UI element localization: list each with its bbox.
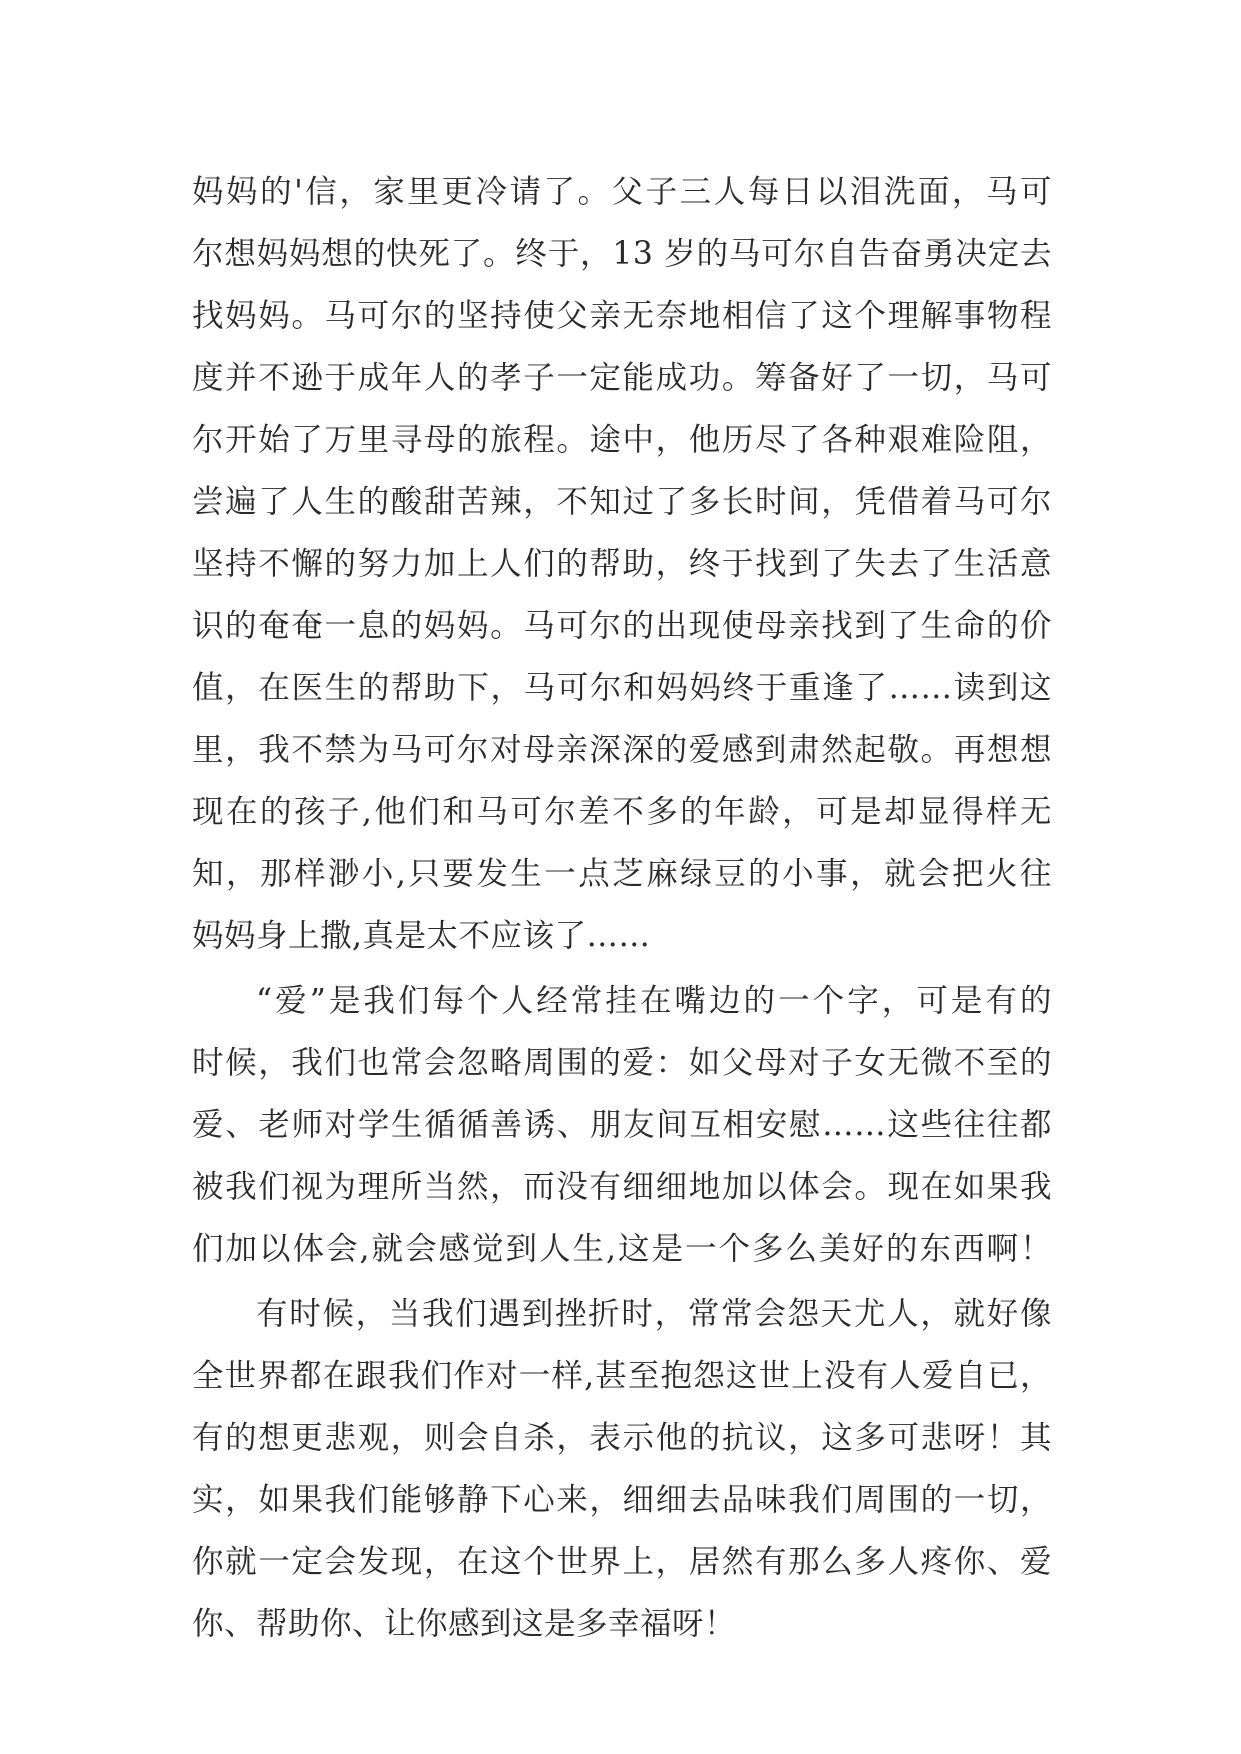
text-line: 爱、老师对学生循循善诱、朋友间互相安慰……这些往往都 bbox=[192, 1107, 1052, 1143]
text-line: 识的奄奄一息的妈妈。马可尔的出现使母亲找到了生命的价 bbox=[192, 608, 1052, 644]
text-line: 知，那样渺小,只要发生一点芝麻绿豆的小事，就会把火往 bbox=[192, 856, 1052, 892]
text-line: 妈妈身上撒,真是太不应该了…… bbox=[192, 918, 651, 954]
text-line: 找妈妈。马可尔的坚持使父亲无奈地相信了这个理解事物程 bbox=[192, 298, 1052, 334]
text-line: 你就一定会发现，在这个世界上，居然有那么多人疼你、爱 bbox=[192, 1544, 1052, 1580]
text-line: 尔想妈妈想的快死了。终于，13 岁的马可尔自告奋勇决定去 bbox=[192, 236, 1052, 272]
text-line: 坚持不懈的努力加上人们的帮助，终于找到了失去了生活意 bbox=[192, 546, 1052, 582]
text-line: 度并不逊于成年人的孝子一定能成功。筹备好了一切，马可 bbox=[192, 360, 1052, 396]
text-line: 有的想更悲观，则会自杀，表示他的抗议，这多可悲呀！其 bbox=[192, 1420, 1052, 1456]
text-line: 全世界都在跟我们作对一样,甚至抱怨这世上没有人爱自已， bbox=[192, 1358, 1052, 1394]
text-line: “爱”是我们每个人经常挂在嘴边的一个字，可是有的 bbox=[256, 983, 1052, 1019]
paragraph-3 bbox=[192, 1283, 1052, 1655]
paragraph-2 bbox=[192, 970, 1052, 1280]
text-line: 值，在医生的帮助下，马可尔和妈妈终于重逢了……读到这 bbox=[192, 670, 1052, 706]
text-line: 时候，我们也常会忽略周围的爱：如父母对子女无微不至的 bbox=[192, 1045, 1052, 1081]
text-line: 尝遍了人生的酸甜苦辣，不知过了多长时间，凭借着马可尔 bbox=[192, 484, 1052, 520]
text-line: 们加以体会,就会感觉到人生,这是一个多么美好的东西啊！ bbox=[192, 1231, 1052, 1267]
document-body bbox=[192, 161, 1052, 1655]
text-line: 被我们视为理所当然，而没有细细地加以体会。现在如果我 bbox=[192, 1169, 1052, 1205]
text-line: 现在的孩子,他们和马可尔差不多的年龄，可是却显得样无 bbox=[192, 794, 1052, 830]
text-line: 妈妈的'信，家里更冷请了。父子三人每日以泪洗面，马可 bbox=[192, 174, 1052, 210]
text-line: 尔开始了万里寻母的旅程。途中，他历尽了各种艰难险阻， bbox=[192, 422, 1052, 458]
text-line: 有时候，当我们遇到挫折时，常常会怨天尤人，就好像 bbox=[256, 1296, 1052, 1332]
text-line: 你、帮助你、让你感到这是多幸福呀！ bbox=[192, 1606, 737, 1642]
text-line: 实，如果我们能够静下心来，细细去品味我们周围的一切， bbox=[192, 1482, 1052, 1518]
text-line: 里，我不禁为马可尔对母亲深深的爱感到肃然起敬。再想想 bbox=[192, 732, 1052, 768]
paragraph-1 bbox=[192, 161, 1052, 967]
